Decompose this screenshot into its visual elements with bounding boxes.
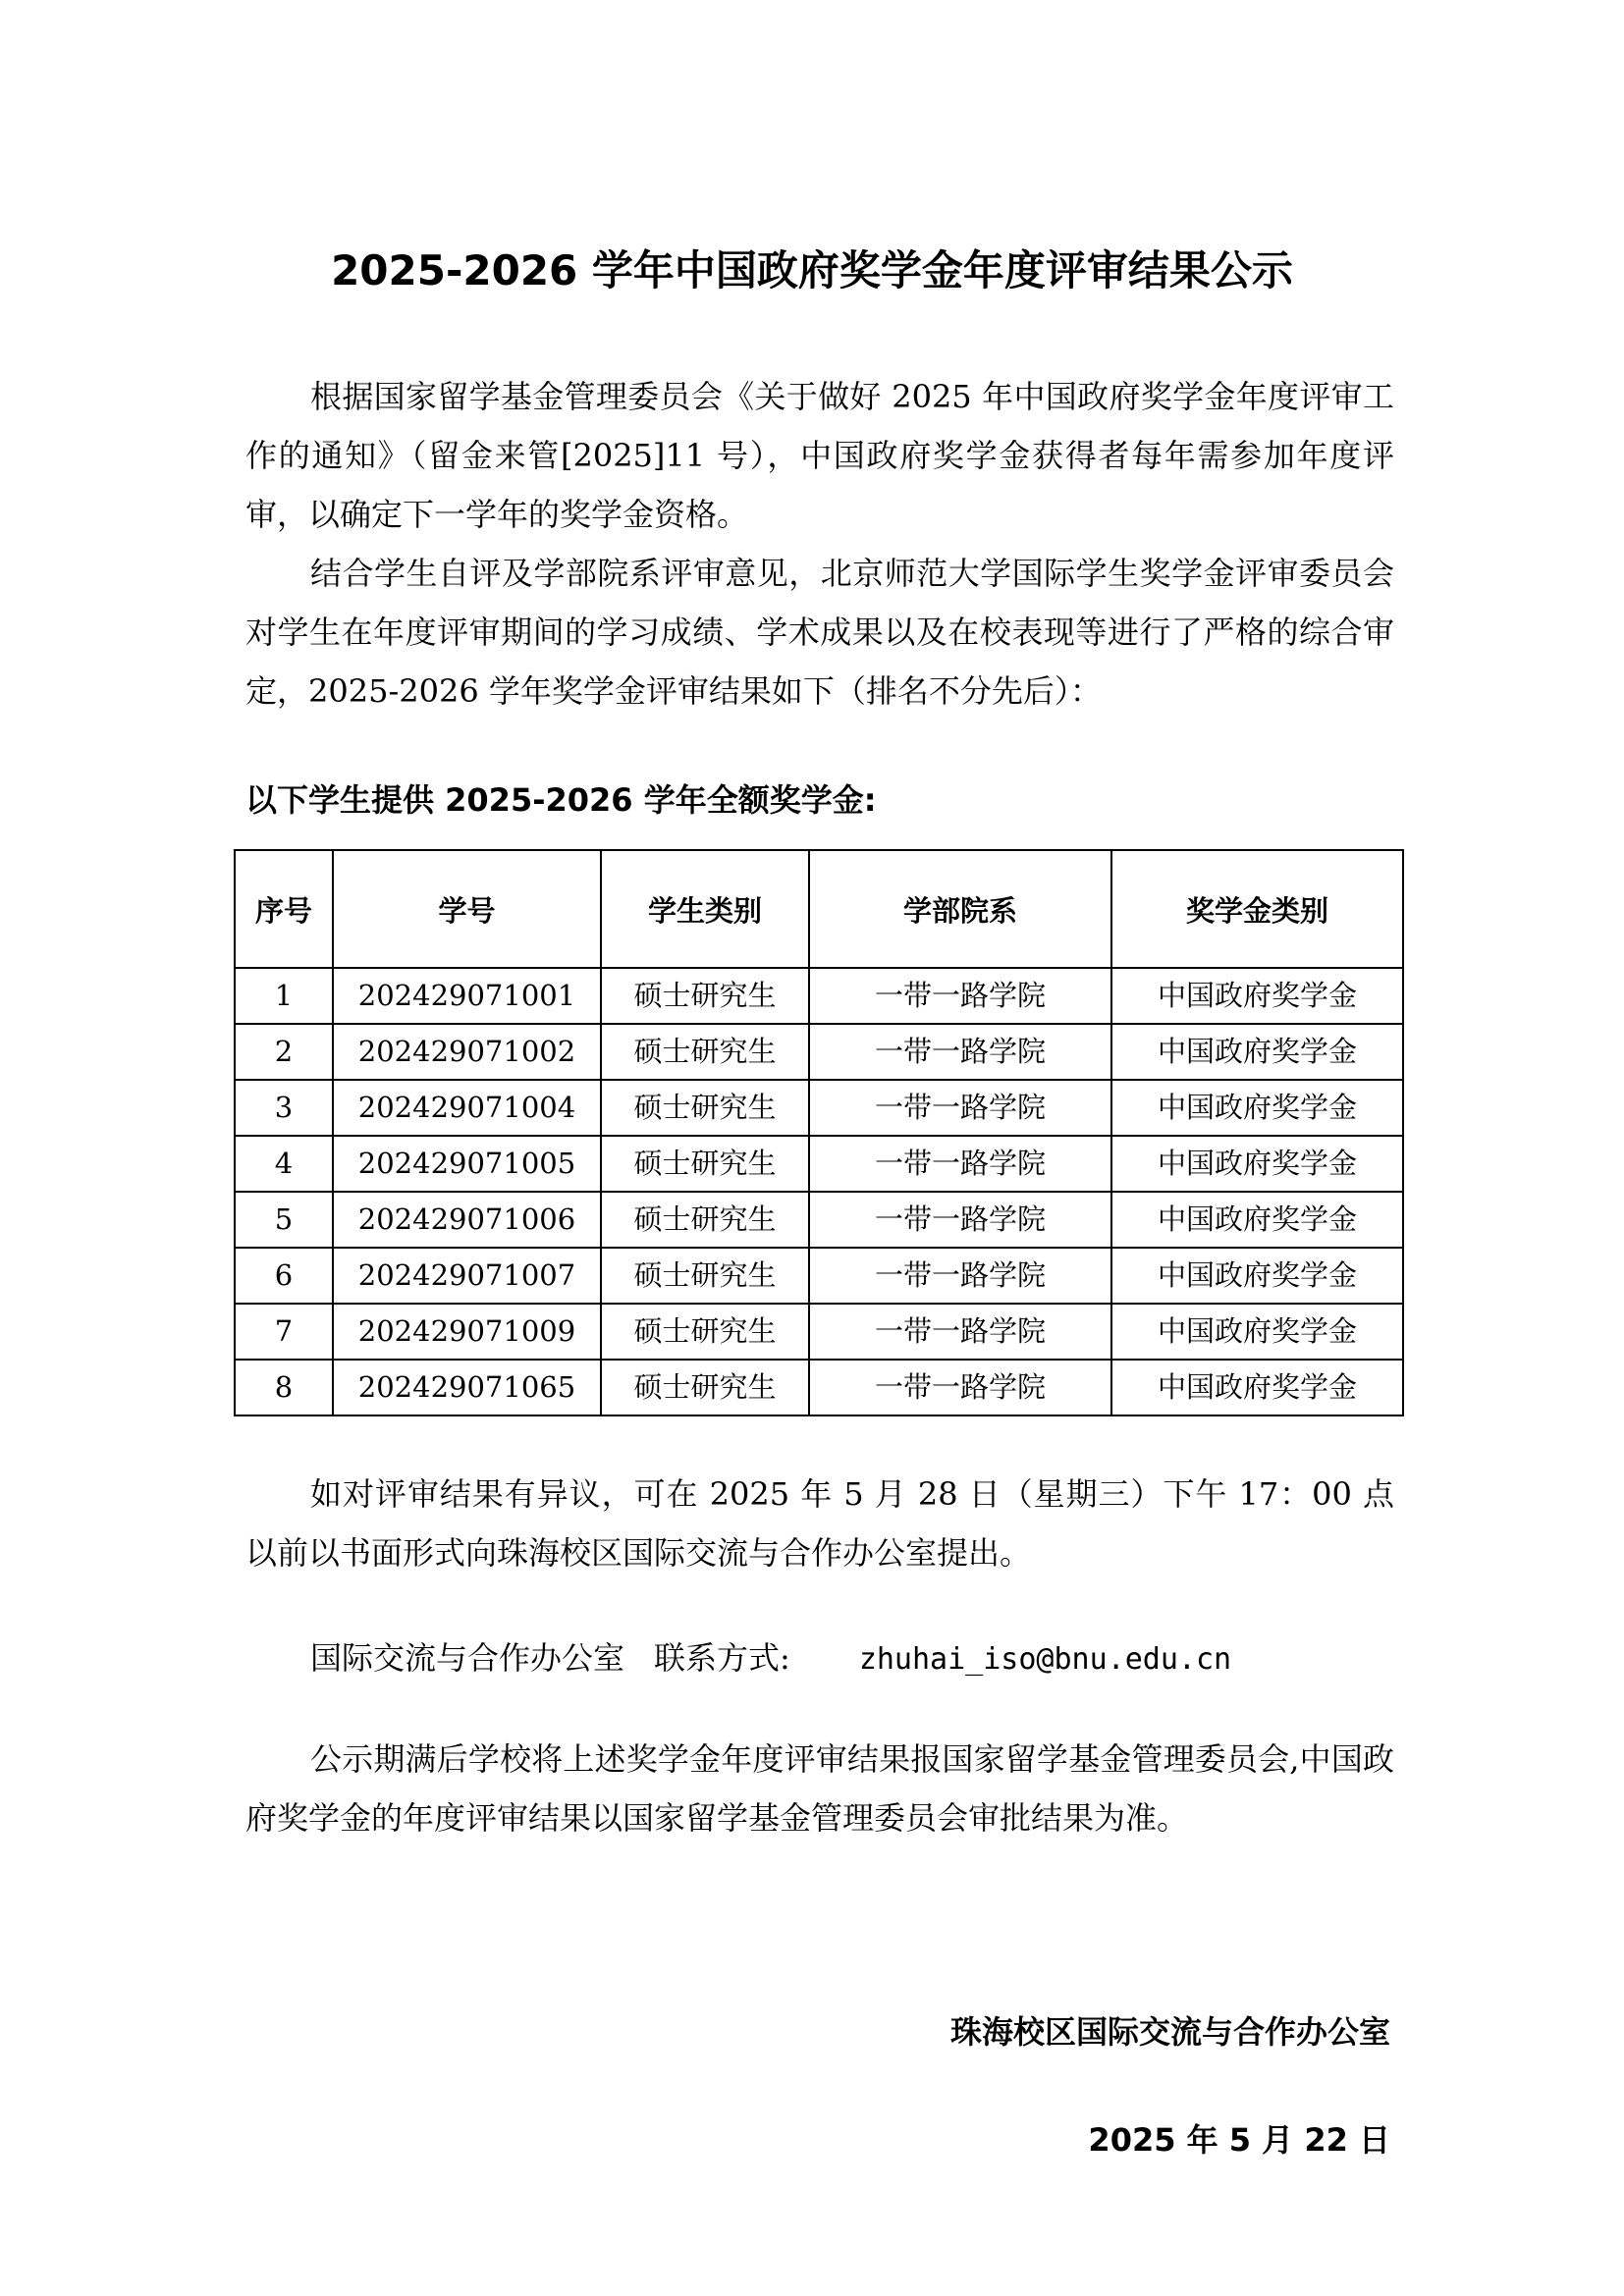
- cell-department: 一带一路学院: [809, 1024, 1111, 1080]
- cell-scholarship-type: 中国政府奖学金: [1111, 1080, 1403, 1136]
- cell-scholarship-type: 中国政府奖学金: [1111, 1304, 1403, 1360]
- contact-office: 国际交流与合作办公室: [310, 1639, 625, 1677]
- cell-student-id: 202429071001: [333, 968, 601, 1024]
- cell-student-id: 202429071006: [333, 1192, 601, 1248]
- cell-student-id: 202429071007: [333, 1248, 601, 1304]
- cell-department: 一带一路学院: [809, 1192, 1111, 1248]
- contact-line: [310, 1633, 1231, 1684]
- cell-student-type: 硕士研究生: [601, 1080, 809, 1136]
- intro-paragraph: 根据国家留学基金管理委员会《关于做好 2025 年中国政府奖学金年度评审工作的通知》（留金来管[2025]11 号），中国政府奖学金获得者每年需参加年度评审，以确定下一学年的奖学金资格。: [245, 378, 1394, 533]
- signature-date: 2025 年 5 月 22 日: [1088, 2121, 1390, 2159]
- header-scholarship-type: 奖学金类别: [1111, 850, 1403, 968]
- cell-student-type: 硕士研究生: [601, 1360, 809, 1415]
- results-table: [234, 849, 1404, 1416]
- header-student-type: 学生类别: [601, 850, 809, 968]
- cell-student-id: 202429071065: [333, 1360, 601, 1415]
- contact-email[interactable]: zhuhai_iso@bnu.edu.cn: [858, 1642, 1232, 1677]
- cell-department: 一带一路学院: [809, 1304, 1111, 1360]
- table-row: [235, 1248, 1403, 1304]
- cell-student-type: 硕士研究生: [601, 1136, 809, 1192]
- signature-office: 珠海校区国际交流与合作办公室: [949, 2013, 1390, 2051]
- table-header-row: [235, 850, 1403, 968]
- cell-scholarship-type: 中国政府奖学金: [1111, 1360, 1403, 1415]
- header-index: 序号: [235, 850, 333, 968]
- cell-index: 4: [235, 1136, 333, 1192]
- cell-index: 6: [235, 1248, 333, 1304]
- cell-student-id: 202429071004: [333, 1080, 601, 1136]
- table-heading: 以下学生提供 2025-2026 学年全额奖学金:: [245, 781, 877, 819]
- cell-scholarship-type: 中国政府奖学金: [1111, 1192, 1403, 1248]
- cell-index: 8: [235, 1360, 333, 1415]
- header-department: 学部院系: [809, 850, 1111, 968]
- table-row: [235, 1360, 1403, 1415]
- cell-index: 2: [235, 1024, 333, 1080]
- review-paragraph: 结合学生自评及学部院系评审意见，北京师范大学国际学生奖学金评审委员会对学生在年度评审期间的学习成绩、学术成果以及在校表现等进行了严格的综合审定，2025-2026 学年奖学金评审结果如下（排名不分先后）：: [245, 555, 1394, 710]
- cell-department: 一带一路学院: [809, 1248, 1111, 1304]
- table-row: [235, 1304, 1403, 1360]
- results-table-body: [235, 968, 1403, 1415]
- cell-student-type: 硕士研究生: [601, 1024, 809, 1080]
- header-student-id: 学号: [333, 850, 601, 968]
- cell-index: 3: [235, 1080, 333, 1136]
- cell-scholarship-type: 中国政府奖学金: [1111, 1248, 1403, 1304]
- table-row: [235, 1024, 1403, 1080]
- cell-student-type: 硕士研究生: [601, 1248, 809, 1304]
- cell-scholarship-type: 中国政府奖学金: [1111, 1024, 1403, 1080]
- cell-department: 一带一路学院: [809, 1360, 1111, 1415]
- cell-department: 一带一路学院: [809, 1080, 1111, 1136]
- cell-index: 1: [235, 968, 333, 1024]
- cell-department: 一带一路学院: [809, 1136, 1111, 1192]
- cell-student-type: 硕士研究生: [601, 968, 809, 1024]
- objection-paragraph: 如对评审结果有异议，可在 2025 年 5 月 28 日（星期三）下午 17：00 点以前以书面形式向珠海校区国际交流与合作办公室提出。: [245, 1475, 1394, 1572]
- cell-student-type: 硕士研究生: [601, 1192, 809, 1248]
- cell-student-id: 202429071005: [333, 1136, 601, 1192]
- cell-index: 7: [235, 1304, 333, 1360]
- cell-scholarship-type: 中国政府奖学金: [1111, 1136, 1403, 1192]
- cell-student-id: 202429071009: [333, 1304, 601, 1360]
- table-row: [235, 968, 1403, 1024]
- cell-student-id: 202429071002: [333, 1024, 601, 1080]
- document-title: 2025-2026 学年中国政府奖学金年度评审结果公示: [331, 246, 1293, 294]
- table-row: [235, 1080, 1403, 1136]
- closing-paragraph: 公示期满后学校将上述奖学金年度评审结果报国家留学基金管理委员会,中国政府奖学金的年度评审结果以国家留学基金管理委员会审批结果为准。: [245, 1740, 1394, 1837]
- cell-department: 一带一路学院: [809, 968, 1111, 1024]
- cell-student-type: 硕士研究生: [601, 1304, 809, 1360]
- table-row: [235, 1136, 1403, 1192]
- cell-index: 5: [235, 1192, 333, 1248]
- contact-label: 联系方式:: [654, 1639, 790, 1677]
- table-row: [235, 1192, 1403, 1248]
- cell-scholarship-type: 中国政府奖学金: [1111, 968, 1403, 1024]
